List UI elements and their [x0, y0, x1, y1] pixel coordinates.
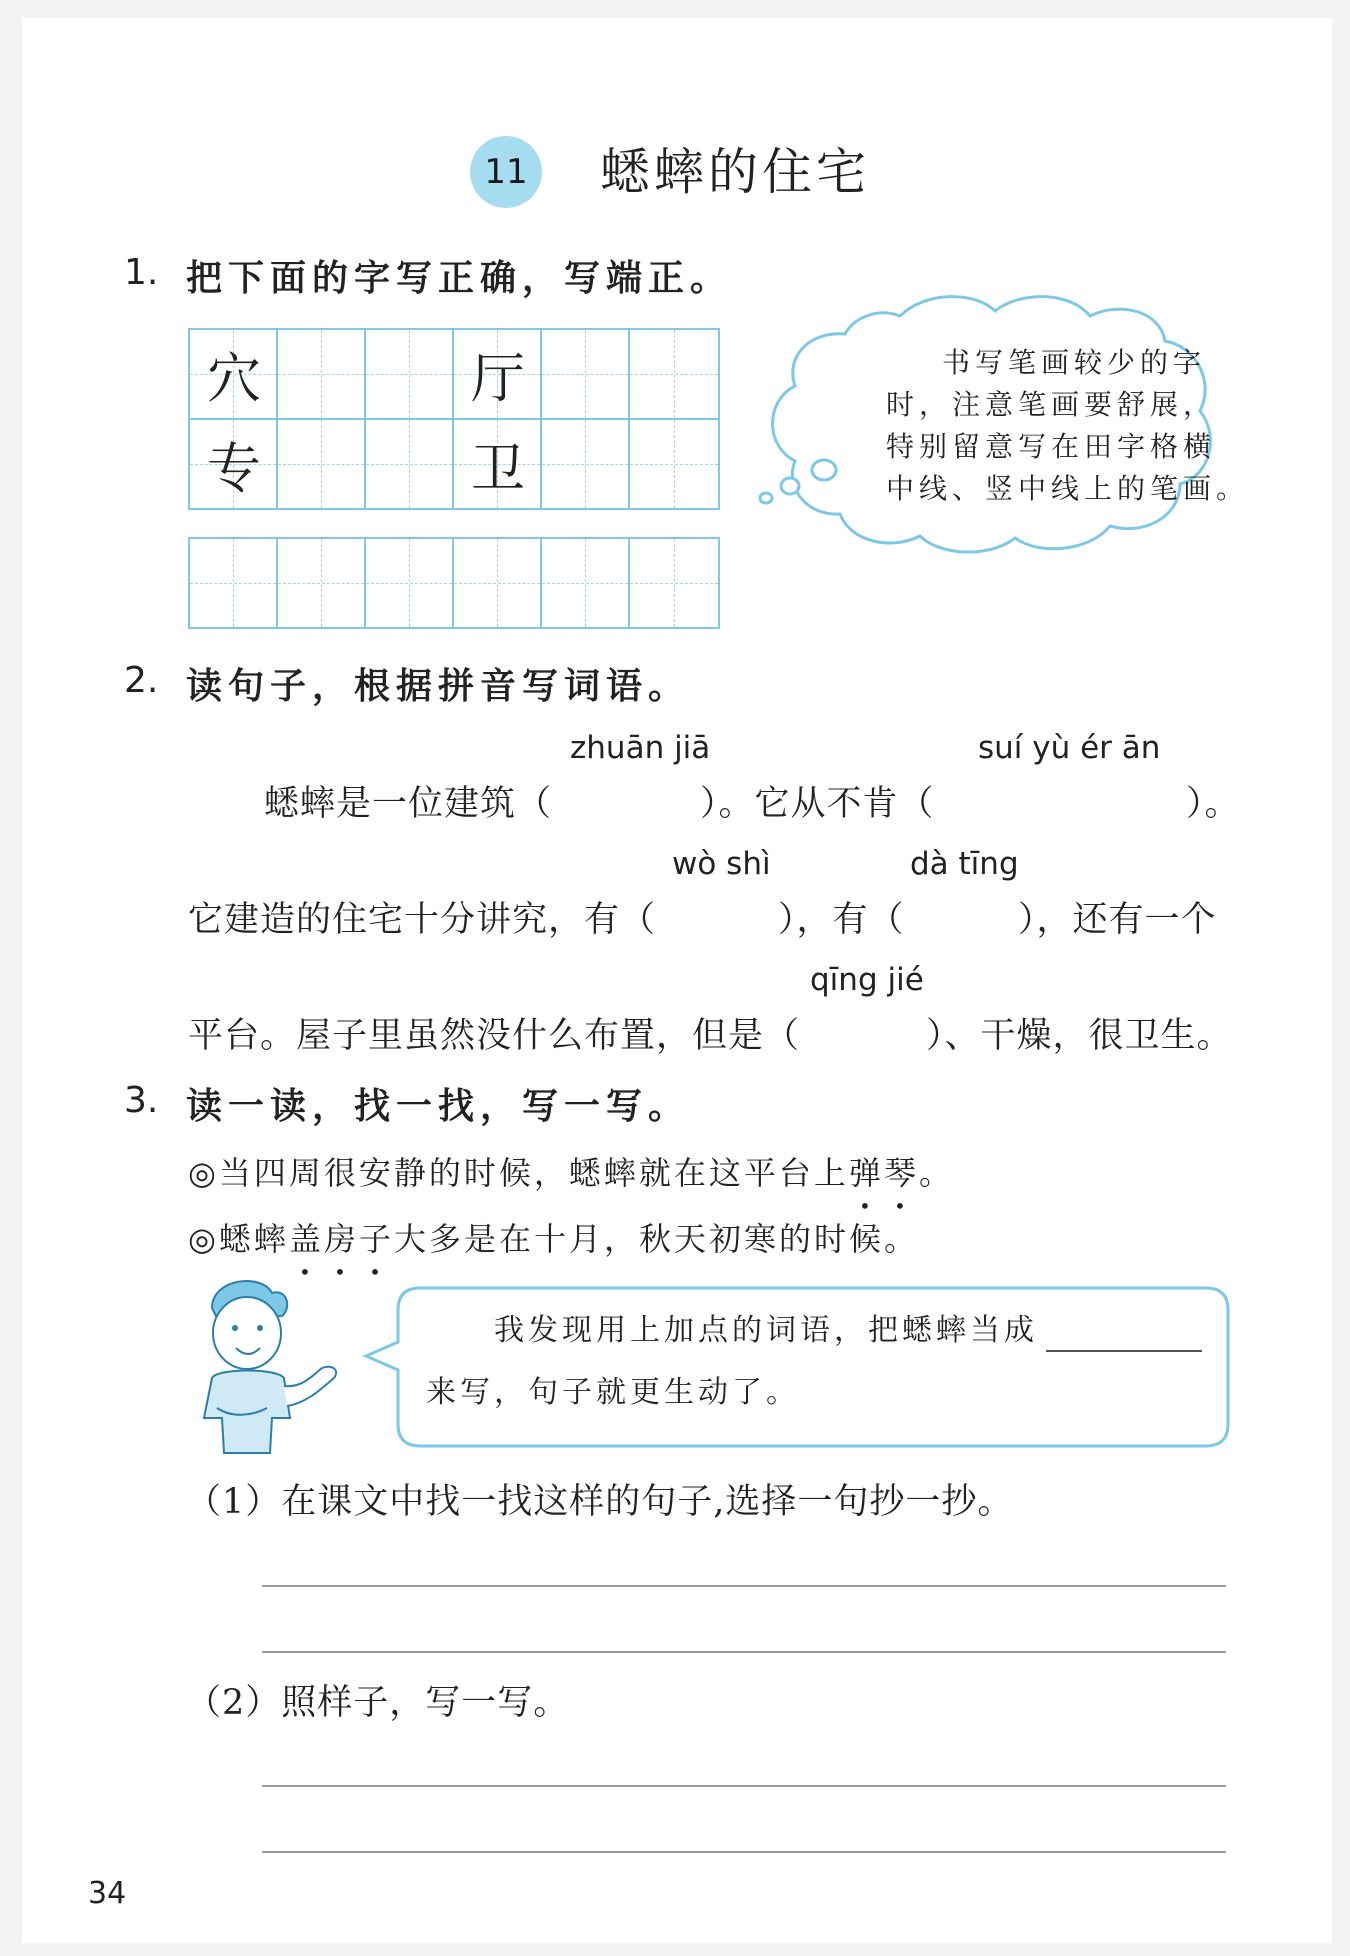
- writing-cell[interactable]: [542, 420, 630, 508]
- writing-cell[interactable]: [542, 330, 630, 418]
- speech-line-2: 来写，句子就更生动了。: [426, 1375, 800, 1410]
- q3-number: 3.: [124, 1080, 159, 1121]
- dotted-char: 琴: [883, 1154, 919, 1192]
- writing-grid-top: [188, 328, 720, 510]
- dotted-char: 房: [323, 1220, 359, 1258]
- q2-number: 2.: [124, 660, 159, 701]
- tip-text: [886, 342, 1249, 510]
- sentence-line-1c: ）。: [1186, 784, 1241, 824]
- writing-cell[interactable]: [366, 539, 454, 627]
- sentence-line-1a: 蟋蟀是一位建筑（: [264, 784, 553, 824]
- writing-cell[interactable]: [278, 420, 366, 508]
- sub-question-1: （1）在课文中找一找这样的句子,选择一句抄一抄。: [186, 1482, 1014, 1522]
- pinyin-1: zhuān jiā: [570, 730, 711, 766]
- q1-instruction: 把下面的字写正确，写端正。: [186, 257, 733, 299]
- model-char: 穴: [207, 346, 261, 410]
- writing-cell[interactable]: [630, 330, 718, 418]
- writing-cell[interactable]: [542, 539, 630, 627]
- speech-line-1: 我发现用上加点的词语，把蟋蟀当成: [494, 1313, 1038, 1348]
- model-char: 专: [207, 436, 261, 500]
- dotted-char: 盖: [288, 1220, 324, 1258]
- lesson-number-badge: 11: [470, 136, 542, 208]
- sentence-line-3b: ）、干燥，很卫生。: [926, 1016, 1233, 1056]
- pinyin-3: wò shì: [672, 846, 771, 882]
- answer-line[interactable]: [262, 1651, 1226, 1653]
- writing-cell[interactable]: [630, 539, 718, 627]
- answer-line[interactable]: [262, 1585, 1226, 1587]
- speech-blank-line[interactable]: [1046, 1350, 1202, 1352]
- tip-line: 时，注意笔画要舒展，: [886, 388, 1217, 421]
- writing-cell[interactable]: [454, 539, 542, 627]
- model-char: 卫: [471, 436, 525, 500]
- q2-instruction: 读句子，根据拼音写词语。: [186, 665, 691, 707]
- sentence-line-2c: ），还有一个: [1018, 900, 1217, 940]
- tip-line: 特别留意写在田字格横: [886, 430, 1217, 463]
- tip-line: 中线、竖中线上的笔画。: [886, 472, 1250, 505]
- sentence-line-1b: ）。它从不肯（: [700, 784, 935, 824]
- pinyin-4: dà tīng: [910, 846, 1019, 882]
- writing-cell[interactable]: [278, 330, 366, 418]
- writing-cell[interactable]: [366, 330, 454, 418]
- dotted-char: 子: [358, 1220, 394, 1258]
- answer-line[interactable]: [262, 1785, 1226, 1787]
- pinyin-5: qīng jié: [810, 962, 924, 998]
- sentence-text: 大多是在十月，秋天初寒的时候。: [393, 1220, 919, 1258]
- sentence-line-2a: 它建造的住宅十分讲究，有（: [188, 900, 657, 940]
- sentence-line-2b: ），有（: [778, 900, 905, 940]
- answer-line[interactable]: [262, 1851, 1226, 1853]
- q3-instruction: 读一读，找一找，写一写。: [186, 1085, 691, 1127]
- model-char: 厅: [471, 346, 525, 410]
- writing-grid-bottom: [188, 537, 720, 629]
- q1-number: 1.: [124, 252, 159, 293]
- boy-illustration-icon: [172, 1268, 352, 1458]
- sentence-line-3a: 平台。屋子里虽然没什么布置，但是（: [188, 1016, 801, 1056]
- sentence-text: 。: [918, 1154, 954, 1192]
- tip-line: 书写笔画较少的字: [942, 346, 1207, 379]
- example-sentence-1: [188, 1148, 954, 1194]
- sentence-text: ◎蟋蟀: [188, 1220, 289, 1258]
- pinyin-2: suí yù ér ān: [978, 730, 1161, 766]
- writing-cell[interactable]: [366, 420, 454, 508]
- writing-cell[interactable]: [190, 539, 278, 627]
- writing-cell[interactable]: [630, 420, 718, 508]
- writing-cell[interactable]: [278, 539, 366, 627]
- lesson-title: 蟋蟀的住宅: [600, 143, 870, 201]
- sub-question-2: （2）照样子，写一写。: [186, 1683, 570, 1723]
- speech-bubble-icon: [362, 1284, 1232, 1450]
- page-number: 34: [88, 1876, 127, 1911]
- sentence-text: ◎当四周很安静的时候，蟋蟀就在这平台上: [188, 1154, 849, 1192]
- dotted-char: 弹: [848, 1154, 884, 1192]
- example-sentence-2: [188, 1214, 919, 1260]
